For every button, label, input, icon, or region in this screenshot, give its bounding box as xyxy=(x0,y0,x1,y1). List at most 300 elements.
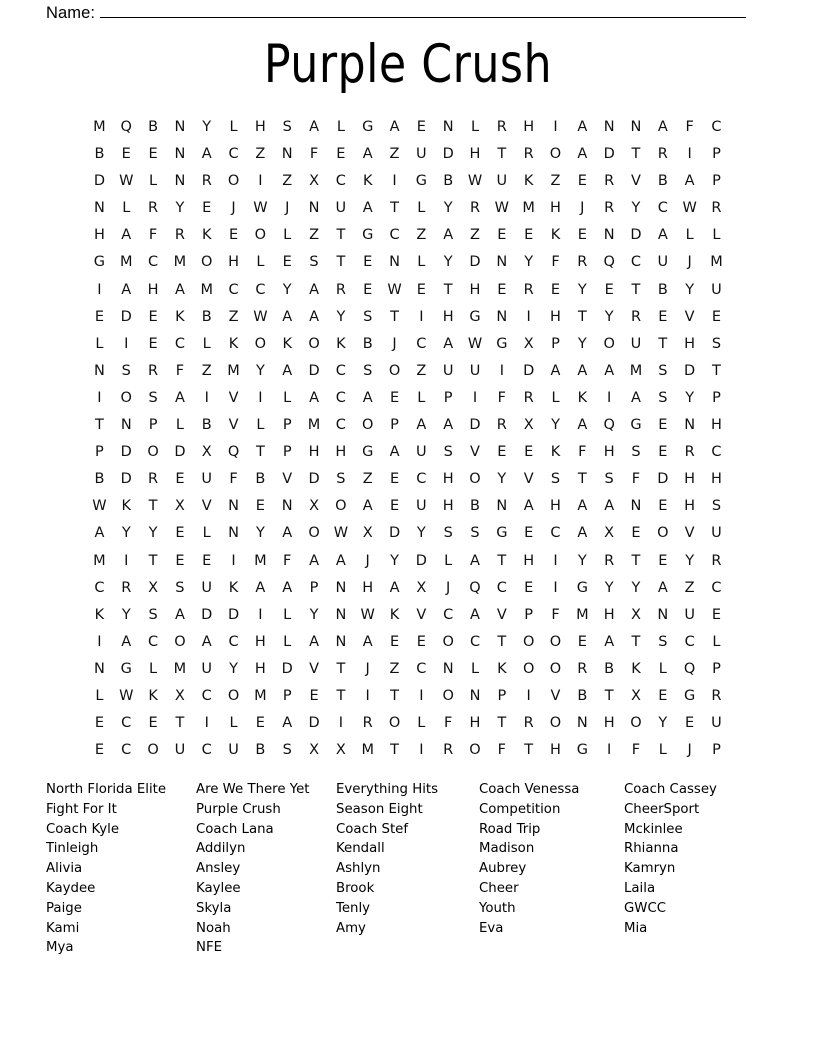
grid-letter[interactable]: F xyxy=(444,715,453,732)
grid-letter[interactable]: F xyxy=(283,552,292,569)
grid-letter[interactable]: K xyxy=(389,606,400,623)
grid-letter[interactable]: S xyxy=(658,389,668,406)
grid-letter[interactable]: T xyxy=(497,715,507,732)
grid-letter[interactable]: A xyxy=(416,417,427,434)
grid-letter[interactable]: D xyxy=(415,552,427,569)
grid-letter[interactable]: Y xyxy=(604,579,614,596)
grid-letter[interactable]: A xyxy=(577,498,588,515)
grid-letter[interactable]: Z xyxy=(416,227,427,244)
grid-letter[interactable]: I xyxy=(553,579,558,596)
grid-letter[interactable]: R xyxy=(711,687,722,704)
grid-letter[interactable]: N xyxy=(308,200,320,217)
grid-letter[interactable]: P xyxy=(712,660,721,677)
grid-letter[interactable]: S xyxy=(658,362,668,379)
grid-letter[interactable]: T xyxy=(390,308,399,325)
grid-letter[interactable]: M xyxy=(173,660,187,677)
grid-letter[interactable]: R xyxy=(469,200,481,217)
grid-letter[interactable]: D xyxy=(281,660,293,677)
grid-letter[interactable]: A xyxy=(309,389,319,406)
grid-letter[interactable]: E xyxy=(202,200,212,217)
grid-letter[interactable]: E xyxy=(309,687,319,704)
grid-letter[interactable]: R xyxy=(523,281,534,298)
grid-letter[interactable]: A xyxy=(684,173,695,190)
grid-letter[interactable]: A xyxy=(309,552,319,569)
grid-letter[interactable]: L xyxy=(470,660,480,677)
grid-letter[interactable]: C xyxy=(255,281,266,298)
grid-letter[interactable]: P xyxy=(712,146,721,163)
grid-letter[interactable]: Y xyxy=(658,715,668,732)
grid-letter[interactable]: D xyxy=(523,362,535,379)
grid-letter[interactable]: T xyxy=(175,715,185,732)
grid-letter[interactable]: P xyxy=(148,417,158,434)
grid-letter[interactable]: I xyxy=(124,552,129,569)
grid-letter[interactable]: D xyxy=(308,362,320,379)
grid-letter[interactable]: N xyxy=(389,254,400,271)
grid-letter[interactable]: R xyxy=(604,200,615,217)
grid-letter[interactable]: N xyxy=(93,660,105,677)
grid-letter[interactable]: O xyxy=(549,660,562,677)
grid-letter[interactable]: T xyxy=(390,200,399,217)
word-list-item[interactable]: Ansley xyxy=(196,861,241,877)
grid-letter[interactable]: D xyxy=(308,471,320,488)
grid-letter[interactable]: L xyxy=(283,227,292,244)
grid-letter[interactable]: H xyxy=(603,606,615,623)
grid-letter[interactable]: L xyxy=(256,417,265,434)
grid-letter[interactable]: V xyxy=(228,417,239,434)
grid-letter[interactable]: L xyxy=(470,119,480,135)
grid-letter[interactable]: I xyxy=(607,389,612,406)
grid-letter[interactable]: T xyxy=(631,633,641,650)
word-list-item[interactable]: Coach Venessa xyxy=(479,782,580,797)
grid-letter[interactable]: U xyxy=(416,146,427,163)
grid-letter[interactable]: Z xyxy=(228,308,239,325)
grid-letter[interactable]: I xyxy=(499,362,504,379)
grid-letter[interactable]: A xyxy=(121,281,132,298)
grid-letter[interactable]: A xyxy=(309,308,319,325)
word-list-item[interactable]: Tinleigh xyxy=(46,841,99,857)
grid-letter[interactable]: W xyxy=(92,498,107,515)
grid-letter[interactable]: O xyxy=(522,660,535,677)
grid-letter[interactable]: M xyxy=(93,552,106,569)
grid-letter[interactable]: P xyxy=(282,417,292,434)
grid-letter[interactable]: Y xyxy=(577,281,587,298)
grid-letter[interactable]: M xyxy=(119,254,133,271)
grid-letter[interactable]: Z xyxy=(255,146,266,163)
grid-letter[interactable]: A xyxy=(389,579,400,596)
grid-letter[interactable]: N xyxy=(630,498,642,515)
grid-letter[interactable]: T xyxy=(336,254,346,271)
grid-letter[interactable]: J xyxy=(285,200,290,217)
grid-letter[interactable]: Q xyxy=(683,660,696,677)
grid-letter[interactable]: L xyxy=(95,335,104,352)
grid-letter[interactable]: O xyxy=(549,146,562,163)
word-list-item[interactable]: Ashlyn xyxy=(336,861,381,877)
grid-letter[interactable]: H xyxy=(711,417,722,434)
grid-letter[interactable]: R xyxy=(496,119,507,135)
grid-letter[interactable]: E xyxy=(94,742,104,759)
grid-letter[interactable]: O xyxy=(549,715,562,732)
grid-letter[interactable]: B xyxy=(443,173,454,190)
grid-letter[interactable]: D xyxy=(657,471,669,488)
grid-letter[interactable]: C xyxy=(416,335,427,352)
grid-letter[interactable]: C xyxy=(416,471,427,488)
grid-letter[interactable]: E xyxy=(94,308,104,325)
grid-letter[interactable]: T xyxy=(255,444,265,461)
grid-letter[interactable]: O xyxy=(147,742,159,759)
grid-letter[interactable]: O xyxy=(469,471,481,488)
grid-letter[interactable]: K xyxy=(228,579,239,596)
grid-letter[interactable]: A xyxy=(577,525,588,542)
grid-letter[interactable]: U xyxy=(416,498,427,515)
grid-letter[interactable]: Q xyxy=(227,444,240,461)
grid-letter[interactable]: J xyxy=(365,552,370,569)
grid-letter[interactable]: E xyxy=(658,417,668,434)
grid-letter[interactable]: N xyxy=(603,227,615,244)
grid-letter[interactable]: Y xyxy=(148,525,158,542)
grid-letter[interactable]: E xyxy=(389,389,400,406)
grid-letter[interactable]: A xyxy=(309,633,319,650)
grid-letter[interactable]: L xyxy=(712,227,721,244)
grid-letter[interactable]: O xyxy=(227,173,240,190)
grid-letter[interactable]: Y xyxy=(121,525,131,542)
grid-letter[interactable]: E xyxy=(255,715,265,732)
grid-letter[interactable]: S xyxy=(282,742,292,759)
word-list-item[interactable]: Kendall xyxy=(336,841,385,857)
grid-letter[interactable]: I xyxy=(553,119,558,135)
grid-letter[interactable]: N xyxy=(496,254,508,271)
grid-letter[interactable]: E xyxy=(524,444,534,461)
grid-letter[interactable]: S xyxy=(148,389,158,406)
grid-letter[interactable]: Y xyxy=(309,606,319,623)
grid-letter[interactable]: V xyxy=(550,687,561,704)
grid-letter[interactable]: G xyxy=(93,254,106,271)
grid-letter[interactable]: L xyxy=(551,389,560,406)
grid-letter[interactable]: N xyxy=(603,119,615,135)
grid-letter[interactable]: V xyxy=(631,173,641,190)
grid-letter[interactable]: E xyxy=(711,308,722,325)
word-list-item[interactable]: Fight For It xyxy=(46,801,117,817)
word-list-item[interactable]: Are We There Yet xyxy=(196,782,310,797)
grid-letter[interactable]: X xyxy=(148,579,159,596)
grid-letter[interactable]: E xyxy=(524,227,534,244)
grid-letter[interactable]: A xyxy=(577,362,588,379)
grid-letter[interactable]: C xyxy=(469,633,481,650)
grid-letter[interactable]: E xyxy=(416,633,426,650)
grid-letter[interactable]: W xyxy=(387,281,402,298)
grid-letter[interactable]: G xyxy=(415,173,427,190)
grid-letter[interactable]: C xyxy=(94,579,105,596)
grid-letter[interactable]: H xyxy=(603,444,615,461)
grid-letter[interactable]: E xyxy=(497,281,507,298)
grid-letter[interactable]: Z xyxy=(684,579,695,596)
grid-letter[interactable]: S xyxy=(336,471,346,488)
grid-letter[interactable]: A xyxy=(604,498,615,515)
grid-letter[interactable]: R xyxy=(577,254,588,271)
grid-letter[interactable]: T xyxy=(577,471,587,488)
grid-letter[interactable]: M xyxy=(361,742,374,759)
grid-letter[interactable]: N xyxy=(335,633,347,650)
grid-letter[interactable]: Q xyxy=(120,119,132,135)
grid-letter[interactable]: V xyxy=(416,606,427,623)
grid-letter[interactable]: X xyxy=(201,444,212,461)
grid-letter[interactable]: A xyxy=(604,362,615,379)
grid-letter[interactable]: E xyxy=(148,715,158,732)
grid-letter[interactable]: S xyxy=(148,606,158,623)
grid-letter[interactable]: A xyxy=(309,281,319,298)
grid-letter[interactable]: A xyxy=(174,281,185,298)
grid-letter[interactable]: T xyxy=(631,146,641,163)
word-list-item[interactable]: Cheer xyxy=(479,880,519,896)
grid-letter[interactable]: M xyxy=(307,417,321,434)
grid-letter[interactable]: A xyxy=(282,362,293,379)
grid-letter[interactable]: H xyxy=(442,471,454,488)
grid-letter[interactable]: P xyxy=(712,173,721,190)
grid-letter[interactable]: T xyxy=(712,362,721,379)
word-list-item[interactable]: Coach Stef xyxy=(336,821,409,837)
grid-letter[interactable]: A xyxy=(201,633,212,650)
grid-letter[interactable]: O xyxy=(657,525,669,542)
grid-letter[interactable]: E xyxy=(711,606,722,623)
word-list-item[interactable]: Addilyn xyxy=(196,841,246,857)
grid-letter[interactable]: G xyxy=(496,335,508,352)
grid-letter[interactable]: H xyxy=(550,498,561,515)
grid-letter[interactable]: M xyxy=(227,362,240,379)
grid-letter[interactable]: M xyxy=(93,119,106,135)
grid-letter[interactable]: H xyxy=(684,335,696,352)
grid-letter[interactable]: D xyxy=(630,227,642,244)
grid-letter[interactable]: F xyxy=(175,362,185,379)
grid-letter[interactable]: U xyxy=(228,742,239,759)
grid-letter[interactable]: N xyxy=(496,498,508,515)
grid-letter[interactable]: G xyxy=(362,227,374,244)
grid-letter[interactable]: A xyxy=(282,525,293,542)
grid-letter[interactable]: D xyxy=(227,606,240,623)
grid-letter[interactable]: M xyxy=(576,606,589,623)
grid-letter[interactable]: R xyxy=(630,308,642,325)
grid-letter[interactable]: E xyxy=(604,281,614,298)
grid-letter[interactable]: H xyxy=(523,119,535,135)
word-list-item[interactable]: Madison xyxy=(479,841,535,857)
grid-letter[interactable]: L xyxy=(122,200,131,217)
grid-letter[interactable]: U xyxy=(711,281,722,298)
grid-letter[interactable]: E xyxy=(658,552,668,569)
grid-letter[interactable]: A xyxy=(282,715,293,732)
grid-letter[interactable]: C xyxy=(443,606,454,623)
grid-letter[interactable]: H xyxy=(228,254,239,271)
grid-letter[interactable]: Y xyxy=(416,525,426,542)
grid-letter[interactable]: L xyxy=(336,119,345,135)
grid-letter[interactable]: K xyxy=(94,606,105,623)
word-list-item[interactable]: Skyla xyxy=(196,900,232,916)
grid-letter[interactable]: W xyxy=(253,308,268,325)
grid-letter[interactable]: U xyxy=(469,362,481,379)
grid-letter[interactable]: I xyxy=(392,173,397,190)
grid-letter[interactable]: Z xyxy=(550,173,561,190)
grid-letter[interactable]: K xyxy=(631,660,641,677)
grid-letter[interactable]: L xyxy=(202,525,211,542)
grid-letter[interactable]: N xyxy=(93,362,105,379)
grid-letter[interactable]: N xyxy=(174,119,186,135)
word-list-item[interactable]: Kaydee xyxy=(46,880,96,896)
grid-letter[interactable]: A xyxy=(121,633,132,650)
grid-letter[interactable]: J xyxy=(365,660,370,677)
grid-letter[interactable]: S xyxy=(121,362,131,379)
grid-letter[interactable]: V xyxy=(496,606,507,623)
grid-letter[interactable]: L xyxy=(658,660,667,677)
word-list-item[interactable]: Amy xyxy=(336,920,366,936)
grid-letter[interactable]: W xyxy=(467,173,483,190)
grid-letter[interactable]: H xyxy=(308,444,320,461)
grid-letter[interactable]: R xyxy=(148,362,159,379)
grid-letter[interactable]: M xyxy=(254,687,267,704)
grid-letter[interactable]: E xyxy=(202,552,212,569)
grid-letter[interactable]: Y xyxy=(336,308,346,325)
grid-letter[interactable]: N xyxy=(442,119,454,135)
grid-letter[interactable]: E xyxy=(94,715,104,732)
grid-letter[interactable]: F xyxy=(229,471,238,488)
word-list-item[interactable]: Purple Crush xyxy=(196,801,281,817)
grid-letter[interactable]: D xyxy=(469,254,481,271)
grid-letter[interactable]: E xyxy=(550,281,561,298)
grid-letter[interactable]: S xyxy=(604,471,614,488)
grid-letter[interactable]: C xyxy=(416,660,427,677)
grid-letter[interactable]: N xyxy=(174,146,186,163)
grid-letter[interactable]: Z xyxy=(470,227,480,244)
grid-letter[interactable]: K xyxy=(121,498,131,515)
grid-letter[interactable]: E xyxy=(175,471,185,488)
word-list-item[interactable]: Competition xyxy=(479,801,561,817)
word-list-item[interactable]: Youth xyxy=(479,900,516,916)
grid-letter[interactable]: C xyxy=(121,742,132,759)
grid-letter[interactable]: E xyxy=(336,146,346,163)
grid-letter[interactable]: I xyxy=(687,146,692,163)
grid-letter[interactable]: R xyxy=(148,200,159,217)
grid-letter[interactable]: F xyxy=(497,742,506,759)
grid-letter[interactable]: Y xyxy=(631,200,641,217)
grid-letter[interactable]: A xyxy=(389,119,400,135)
word-list-item[interactable]: Season Eight xyxy=(336,801,423,817)
grid-letter[interactable]: G xyxy=(576,579,588,596)
grid-letter[interactable]: U xyxy=(201,660,213,677)
grid-letter[interactable]: E xyxy=(148,146,158,163)
word-list-item[interactable]: Rhianna xyxy=(624,841,679,857)
grid-letter[interactable]: E xyxy=(175,552,185,569)
grid-letter[interactable]: Y xyxy=(497,471,507,488)
grid-letter[interactable]: V xyxy=(201,498,212,515)
grid-letter[interactable]: P xyxy=(524,606,534,623)
grid-letter[interactable]: Y xyxy=(255,362,265,379)
grid-letter[interactable]: O xyxy=(227,687,240,704)
grid-letter[interactable]: U xyxy=(684,606,695,623)
grid-letter[interactable]: W xyxy=(360,606,375,623)
grid-letter[interactable]: V xyxy=(309,660,319,677)
grid-letter[interactable]: N xyxy=(228,525,239,542)
grid-letter[interactable]: E xyxy=(658,444,668,461)
grid-letter[interactable]: T xyxy=(524,742,534,759)
grid-letter[interactable]: D xyxy=(93,173,105,190)
grid-letter[interactable]: E xyxy=(363,254,373,271)
grid-letter[interactable]: X xyxy=(523,335,534,352)
grid-letter[interactable]: A xyxy=(94,525,105,542)
grid-letter[interactable]: M xyxy=(173,254,187,271)
grid-letter[interactable]: Y xyxy=(685,389,695,406)
grid-letter[interactable]: Q xyxy=(603,254,615,271)
grid-letter[interactable]: X xyxy=(309,173,319,190)
word-list-item[interactable]: Laila xyxy=(624,880,656,896)
grid-letter[interactable]: S xyxy=(363,362,373,379)
grid-letter[interactable]: T xyxy=(336,660,346,677)
grid-letter[interactable]: A xyxy=(577,417,588,434)
grid-letter[interactable]: X xyxy=(309,498,319,515)
grid-letter[interactable]: H xyxy=(254,660,266,677)
grid-letter[interactable]: C xyxy=(201,687,212,704)
grid-letter[interactable]: L xyxy=(229,119,238,135)
word-search-grid[interactable] xyxy=(86,114,730,764)
grid-letter[interactable]: N xyxy=(335,606,347,623)
grid-letter[interactable]: S xyxy=(711,498,722,515)
grid-letter[interactable]: U xyxy=(201,579,213,596)
grid-letter[interactable]: Z xyxy=(309,227,319,244)
grid-letter[interactable]: I xyxy=(419,308,424,325)
grid-letter[interactable]: E xyxy=(658,308,668,325)
grid-letter[interactable]: O xyxy=(308,525,320,542)
grid-letter[interactable]: N xyxy=(684,417,696,434)
grid-letter[interactable]: X xyxy=(174,687,185,704)
grid-letter[interactable]: E xyxy=(389,633,400,650)
grid-letter[interactable]: J xyxy=(392,335,397,352)
grid-letter[interactable]: K xyxy=(282,335,292,352)
grid-letter[interactable]: I xyxy=(231,552,236,569)
grid-letter[interactable]: A xyxy=(362,389,373,406)
grid-letter[interactable]: N xyxy=(442,660,454,677)
grid-letter[interactable]: Y xyxy=(685,281,695,298)
grid-letter[interactable]: I xyxy=(607,742,612,759)
grid-letter[interactable]: X xyxy=(309,742,319,759)
grid-letter[interactable]: J xyxy=(231,200,236,217)
grid-letter[interactable]: I xyxy=(526,308,531,325)
grid-letter[interactable]: L xyxy=(202,335,211,352)
grid-letter[interactable]: D xyxy=(120,308,132,325)
grid-letter[interactable]: F xyxy=(685,119,694,135)
grid-letter[interactable]: N xyxy=(657,606,669,623)
grid-letter[interactable]: R xyxy=(148,471,159,488)
grid-letter[interactable]: I xyxy=(258,389,263,406)
word-list-item[interactable]: Paige xyxy=(46,900,82,916)
grid-letter[interactable]: X xyxy=(335,742,346,759)
grid-letter[interactable]: A xyxy=(577,119,588,135)
grid-letter[interactable]: C xyxy=(711,444,722,461)
grid-letter[interactable]: N xyxy=(281,498,293,515)
grid-letter[interactable]: B xyxy=(604,660,615,677)
grid-letter[interactable]: S xyxy=(443,444,453,461)
grid-letter[interactable]: A xyxy=(255,579,266,596)
word-list-item[interactable]: Coach Kyle xyxy=(46,821,120,837)
grid-letter[interactable]: R xyxy=(711,552,722,569)
grid-letter[interactable]: R xyxy=(496,417,507,434)
grid-letter[interactable]: F xyxy=(578,444,587,461)
grid-letter[interactable]: H xyxy=(254,119,266,135)
grid-letter[interactable]: N xyxy=(120,417,132,434)
grid-letter[interactable]: C xyxy=(496,579,507,596)
grid-letter[interactable]: S xyxy=(631,444,641,461)
grid-letter[interactable]: L xyxy=(444,552,453,569)
grid-letter[interactable]: E xyxy=(148,335,158,352)
word-list-item[interactable]: Mckinlee xyxy=(624,821,683,837)
grid-letter[interactable]: V xyxy=(470,444,480,461)
grid-letter[interactable]: U xyxy=(174,742,186,759)
grid-letter[interactable]: U xyxy=(335,200,347,217)
grid-letter[interactable]: N xyxy=(174,173,186,190)
